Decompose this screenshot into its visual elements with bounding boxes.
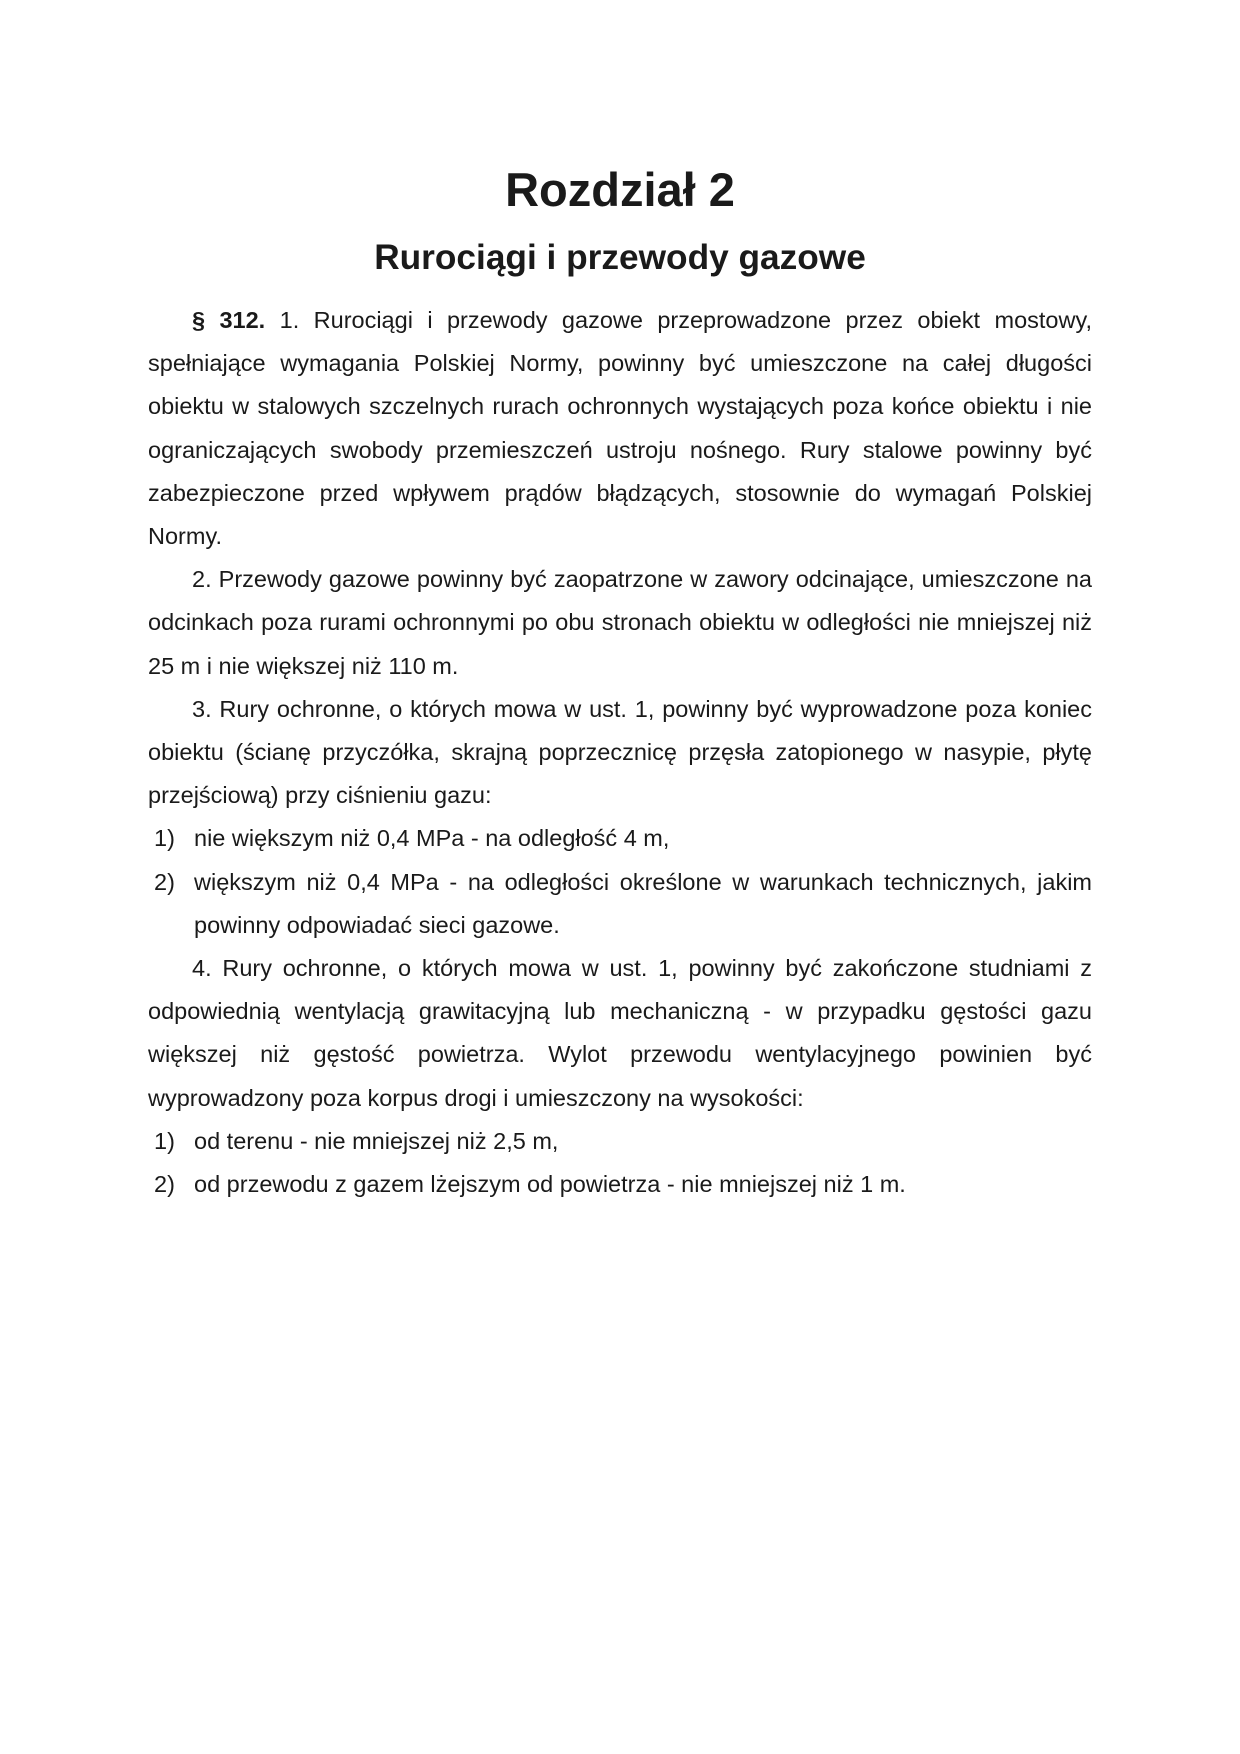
paragraph-312-3 [148,688,1092,818]
list-item-number: 1) [154,1127,175,1154]
list-item-text: od przewodu z gazem lżejszym od powietrza - nie mniejszej niż 1 m. [194,1171,906,1198]
paragraph-text: 2. Przewody gazowe powinny być zaopatrzone w zawory odcinające, umieszczone na odcinkach poza rurami ochronnymi po obu stronach obiektu w odległości nie mniejszej niż 25 m i nie większej niż 110 m. [148,566,1092,679]
section-title: Rurociągi i przewody gazowe [374,238,866,277]
list-item [148,861,1092,947]
document-page [148,163,1092,1206]
list-item [148,817,1092,860]
chapter-title: Rozdział 2 [505,163,735,216]
paragraph-text: 4. Rury ochronne, o których mowa w ust. 1, powinny być zakończone studniami z odpowiednią wentylacją grawitacyjną lub mechaniczną - w przypadku gęstości gazu większej niż gęstość powietrza. Wylot przewodu wentylacyjnego powinien być wyprowadzony poza korpus drogi i umieszczony na wysokości: [148,955,1092,1111]
paragraph-text: 3. Rury ochronne, o których mowa w ust. 1, powinny być wyprowadzone poza koniec obiektu (ścianę przyczółka, skrajną poprzecznicę przęsła zatopionego w nasypie, płytę przejściową) przy ciśnieniu gazu: [148,695,1092,809]
section-number: § 312. [192,307,266,333]
list-item-number: 2) [154,1171,175,1198]
list-item-text: nie większym niż 0,4 MPa - na odległość 4 m, [194,825,670,852]
list-gas-pressure [148,817,1092,947]
list-vent-height [148,1120,1092,1206]
paragraph-312-4 [148,947,1092,1120]
list-item-text: od terenu - nie mniejszej niż 2,5 m, [194,1127,559,1154]
list-item-text: większym niż 0,4 MPa - na odległości określone w warunkach technicznych, jakim powinny odpowiadać sieci gazowe. [194,868,1092,938]
list-item-number: 2) [154,868,175,895]
list-item-number: 1) [154,825,175,852]
paragraph-text: 1. Rurociągi i przewody gazowe przeprowadzone przez obiekt mostowy, spełniające wymagania Polskiej Normy, powinny być umieszczone na całej długości obiektu w stalowych szczelnych rurach ochronnych wystających poza końce obiektu i nie ograniczających swobody przemieszczeń ustroju nośnego. Rury stalowe powinny być zabezpieczone przed wpływem prądów błądzących, stosownie do wymagań Polskiej Normy. [148,307,1092,550]
list-item [148,1120,1092,1163]
list-item [148,1163,1092,1206]
paragraph-312-2 [148,558,1092,688]
paragraph-312-1 [148,299,1092,558]
